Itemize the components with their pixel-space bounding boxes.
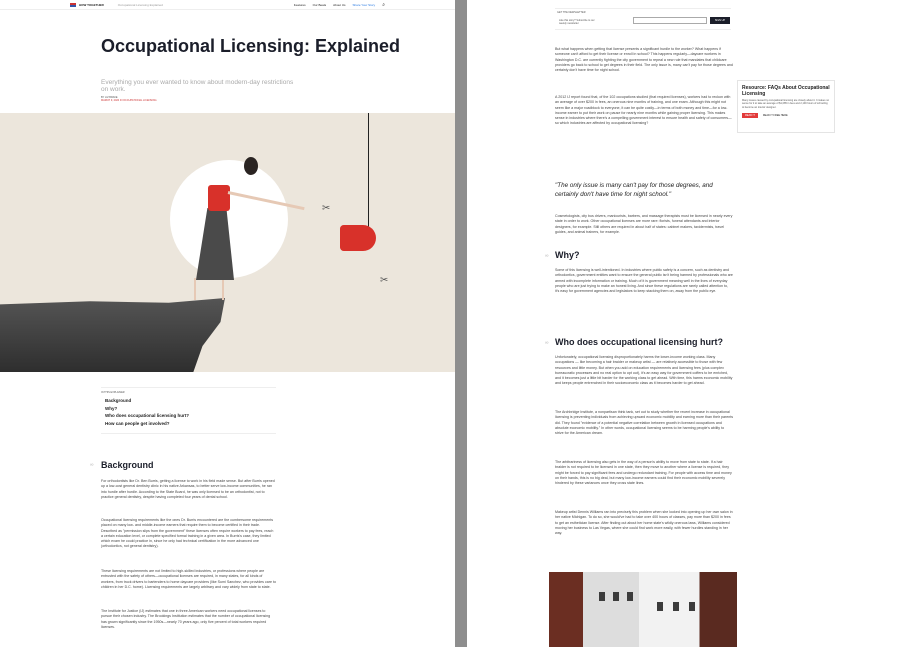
- paragraph: Unfortunately, occupational licensing disproportionately harms the lower-income working class. Many occupations — like becoming a hair braider or makeup artist — are relatively accessible to those with few resources and little money. But when you add on education requirements and licensing fees (plus complex bureaucratic processes and no real option to opt out), it's an easy way for government coffers to be enriched, and it becomes just a little bit harder for the working class to get ahead. With time, this harms economic mobility and keeps people entrenched in their socioeconomic class as it becomes harder to get ahead.: [555, 355, 733, 386]
- toc-label: IN THIS EXPLAINER: [101, 391, 125, 394]
- woman-head: [244, 157, 258, 175]
- hair-dryer-icon: [340, 225, 376, 251]
- window: [673, 602, 679, 611]
- toc-item-background[interactable]: Background: [105, 398, 132, 403]
- search-icon[interactable]: ⌕: [382, 1, 385, 8]
- table-of-contents: [101, 387, 276, 434]
- paragraph: The arbitrariness of licensing also gets in the way of a person's ability to move from state to state. If a hair braider is not required to be licensed in one state, then they move to another where a license is required, they might be forced to pay significant fees and undergo redundant training. For people with access time and money on their hands, this is no big deal, but many low-income earners could find their economic mobility severely hindered by these variances once they cross state lines.: [555, 460, 732, 486]
- section-heading-why: Why?: [555, 250, 580, 260]
- paragraph: Some of this licensing is well-intentioned. In industries where public safety is a concern, such as dentistry and orthodontics, government entities want to ensure the general public isn't being harmed by professionals who are armed with incomplete information or training. Much of it is government meaning well in the lives of everyday people who are just trying to make an honest living. And since these regulations are rarely called attention to, it's easy for government agencies and legislators to keep stacking them on, away from the public eye.: [555, 268, 733, 294]
- dryer-cord: [368, 113, 369, 228]
- newsletter-label: GET THE NEWSLETTER: [557, 11, 586, 14]
- article-page-continued: [467, 0, 910, 647]
- nav-about[interactable]: About Us: [333, 2, 346, 7]
- paragraph: The Archbridge Institute, a nonpartisan think tank, set out to study whether the recent increase in occupational licensing is preventing individuals from achieving upward economic mobility and earning more than their parents did. They found "evidence of a potential negative correlation between growth in licensed occupations and absolute economic mobility." In other words, occupational licensing seems to be harming people's ability to strive for the American dream.: [555, 410, 733, 436]
- window: [627, 592, 633, 601]
- nav-our-beats[interactable]: Our Beats: [312, 2, 327, 7]
- nav-share-story[interactable]: Share Your Story: [352, 2, 376, 7]
- paragraph: A 2012 IJ report found that, of the 102 occupations studied (that required licenses), workers had to reckon with an average of over $200 in fees, an onerous nine months of training, and one exam. Although this might not seem like a major roadblock to everyone, it can be quite costly—in terms of both money and time—for a low-income earner to put their work on pause for nearly nine months while gaining proper licensing. This makes sense in industries where there's a compelling government interest to ensure health and safety of consumers—so which industries are affected by occupational licensing?: [555, 95, 732, 126]
- author: BY LIZ BRAVE: [101, 96, 118, 99]
- window: [599, 592, 605, 601]
- nav-features[interactable]: Features: [293, 2, 306, 7]
- cliff: [0, 298, 225, 372]
- anchor-link-icon[interactable]: ∞: [90, 462, 94, 468]
- paragraph: Makeup artist Dennis Williams ran into precisely this problem when she looked into opening up her own salon in her native Michigan. To do so, she would've had to take over 400 hours of classes, pay more than $200 in fees to get an esthetician license. After finding out about her home state's wildly onerous laws, Williams considered moving her business to Las Vegas, where she could find work more easily, with fewer hurdles standing in her way.: [555, 510, 733, 536]
- section-heading-who-hurt: Who does occupational licensing hurt?: [555, 337, 724, 347]
- woman-top: [208, 185, 230, 211]
- building-photo: [549, 572, 737, 647]
- byline: [101, 96, 157, 102]
- paragraph: Occupational licensing requirements like the ones Dr. Burris encountered are the cumbersome requirements placed on many low- and middle-income earners that require them to become certified in their trade. Described as "permission slips from the government" these licenses often require workers to pay fees, reach a certain education level, or complete specified formal training in a given area. In Burris's case, they limited which exam he could practice in, since he only had technical certification in the more advanced one (orthodontics, not general dentistry).: [101, 518, 274, 549]
- window: [689, 602, 695, 611]
- brand-logo[interactable]: HOW TOGETHER: [79, 2, 104, 7]
- window: [613, 592, 619, 601]
- toc-item-who-hurt[interactable]: Who does occupational licensing hurt?: [105, 413, 190, 418]
- paragraph: But what happens when getting that license presents a significant hurdle to the worker? What happens if someone can't afford to get their license or enroll in school? This happens regularly—daycare workers in Washington D.C. are currently fighting the city government to repeal a new rule that mandates that childcare providers go back to school to get degrees in their field. The only issue is, many can't pay for those degrees and certainly don't have time for night school.: [555, 47, 733, 73]
- paragraph: These licensing requirements are not limited to high-skilled industries, or professions where people are entrusted with the safety of others—occupational licenses are required, in many states, for all kinds of workers, from truck drivers to bartenders to home daycare providers (like Sumi Sanchez, who provides care to children in her D.C. home). Licensing requirements are largely arbitrary and vary widely from state to state.: [101, 569, 276, 589]
- pull-quote: "The only issue is many can't pay for those degrees, and certainly don't have time for night school.": [555, 182, 713, 198]
- toc-item-get-involved[interactable]: How can people get involved?: [105, 420, 170, 426]
- callout-secondary-link[interactable]: READ IT FREE HERE: [762, 113, 788, 117]
- subtitle: Everything you ever wanted to know about modern-day restrictions on work.: [101, 79, 294, 93]
- paragraph: Cosmetologists, city bus drivers, manicurists, barbers, and massage therapists must be licensed in nearly every state in order to work. Other occupational licenses are more rare: florists, funeral attendants and interior designers, for example. Still others are required in about half of states: cabinet makers, taxidermists, travel guides, and animal trainers, for example.: [555, 214, 733, 234]
- paragraph: The Institute for Justice (IJ) estimates that one in three American workers need occupational licenses to pursue their chosen industry. The Brookings Institution estimates that the number of occupational licensing has grown significantly since the 1950s—nearly 70 years ago, only five percent of total workers required licenses.: [101, 609, 271, 629]
- woman-legs: [194, 278, 224, 300]
- newsletter-text: Like this story? Subscribe to our weekly newsletter: [559, 19, 595, 25]
- resource-callout: [737, 80, 835, 133]
- hero-illustration: [0, 113, 455, 372]
- callout-read-button[interactable]: READ IT: [742, 113, 758, 118]
- newsletter-signup: [555, 8, 731, 30]
- callout-description: Many issues caused by occupational licensing are closely about it. It makes no sense for it to take an average of $1,085 in fees and 2,100 hours of schooling to become an interior designer.: [742, 99, 829, 109]
- sign-up-button[interactable]: SIGN UP: [710, 17, 730, 24]
- window: [657, 602, 663, 611]
- scissors-icon: ✂: [322, 203, 331, 214]
- toc-item-why[interactable]: Why?: [105, 405, 118, 411]
- page-title: Occupational Licensing: Explained: [101, 36, 401, 56]
- top-nav: [0, 0, 455, 10]
- paragraph: For orthodontists like Dr. Ben Burris, getting a license to work in his field made sense. But after Burris opened up a low-cost general dentistry clinic in his native Arkansas, to better serve low-income communities, he ran into hurdle after hurdle. According to the State Board, he was only licensed to be an orthodontist, not to practice general dentistry, despite having completed four years of dental school.: [101, 479, 275, 499]
- scissors-icon: ✂: [380, 275, 389, 286]
- section-heading-background: Background: [101, 460, 154, 470]
- newsletter-email-input[interactable]: [633, 17, 707, 24]
- breadcrumb: Occupational Licensing Explained: [117, 2, 163, 7]
- flag-logo-icon: [70, 3, 76, 7]
- anchor-link-icon[interactable]: ∞: [545, 340, 549, 346]
- anchor-link-icon[interactable]: ∞: [545, 253, 549, 259]
- callout-title: Resource: FAQs About Occupational Licensing: [742, 85, 830, 97]
- byline-meta[interactable]: MARCH 9, 2020 IN OCCUPATIONAL LICENSING: [101, 99, 157, 103]
